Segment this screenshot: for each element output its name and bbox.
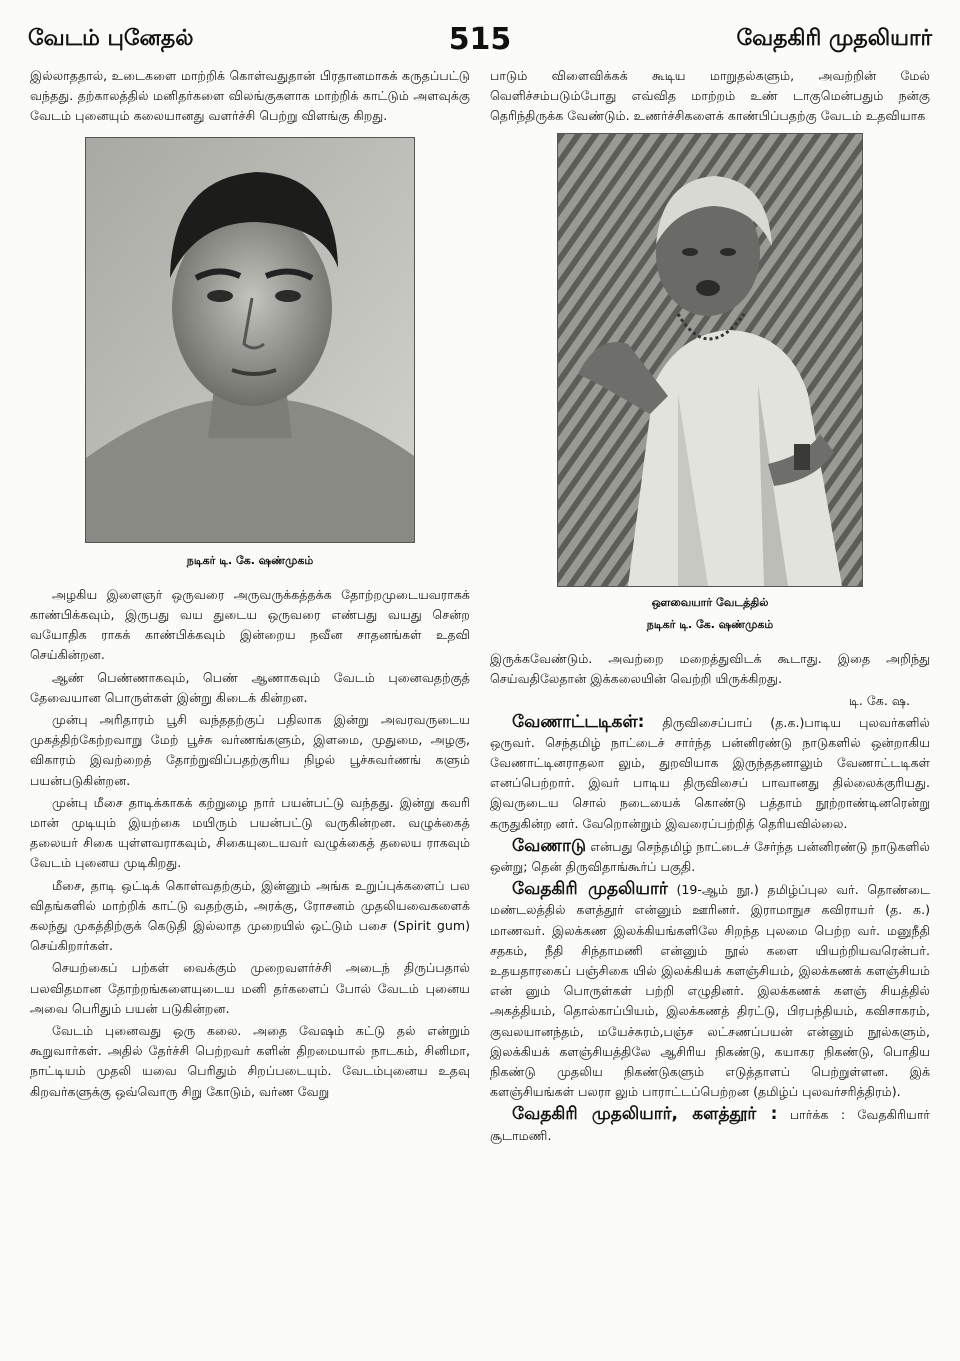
left-intro-paragraph: இல்லாததால், உடைகளை மாற்றிக் கொள்வதுதான் பிரதானமாகக் கருதப்பட்டு வந்தது. தற்காலத்தில் மனிதர்களை விலங்குகளாக மாற்றிக் காட்டும் அளவுக்கு வேடம் புனையும் கலையானது வளர்ச்சி பெற்று விளங்கு கிறது. [30,68,470,124]
paragraph: முன்பு அரிதாரம் பூசி வந்ததற்குப் பதிலாக இன்று அவரவருடைய முகத்திற்கேற்றவாறு மேற் பூச்சு வர்ணங்களும், இளமை, முதுமை, அழகு, விகாரம் இவற்றைத் தோற்றுவிப்பதற்குரிய நிழல் பூச்சுவர்ணங் களும் பயன்படுகின்றன. [30,712,470,788]
running-head-right: வேதகிரி முதலியார் [736,26,932,51]
author-signature: டி. கே. ஷ. [848,693,910,709]
portrait-image [86,138,414,542]
paragraph: அழகிய இளைஞர் ஒருவரை அருவருக்கத்தக்க தோற்றமுடையவராகக் காண்பிக்கவும், இருபது வய துடைய ஒருவரை எண்பது வயது சென்ற வயோதிக ராகக் காண்பிக்கவும் இன்றைய நவீன சாதனங்கள் உதவி செய்கின்றன. [30,586,470,663]
encyclopedia-entry [490,1104,930,1145]
entry-headword: வேணாடு [512,835,587,856]
entry-text: திருவிசைப்பாப் (த.க.)பாடிய புலவர்களில் ஒருவர். செந்தமிழ் நாட்டைச் சார்ந்த பன்னிரண்டு நாடுகளில் ஒன்றாகிய வேணாட்டினராதலா லும், துறவியாக இருந்ததனாலும் வேணாட்டடிகள் எனப்பெற்றார். இவர் பாடிய திருவிசைப் பாவானது தில்லைக்குரியது. இவருடைய சொல் நடையைக் கொண்டு பத்தாம் நூற்றாண்டினரென்று கருதுகின்ற னர். வேறொன்றும் இவரைப்பற்றித் தெரியவில்லை. [490,714,930,831]
running-head-left: வேடம் புனேதல் [28,26,194,51]
entry-headword: வேதகிரி முதலியார் [512,879,668,900]
photo-caption-left: நடிகர் டி. கே. ஷண்முகம் [186,553,314,567]
costume-image [558,134,862,586]
entry-text: (19-ஆம் நூ.) தமிழ்ப்புல வர். தொண்டை மண்டலத்தில் களத்தூர் என்னும் ஊரினர். இராமாநுச கவிராயர் (த. க.) மாணவர். இலக்கண இலக்கியங்களிலே சிறந்த புலமை பெற்ற வர். மனுநீதி சதகம், நீதி சிந்தாமணி என்னும் நூல் களை யியற்றியவரென்பர். உதயதாரகைப் பஞ்சிகை யில் இலக்கியக் களஞ்சியம், இலக்கணக் களஞ்சியம் என் னும் பொருள்கள் பற்றி எழுதினர். இலக்கணக் களஞ் சியத்தில் அகத்தியம், தொல்காப்பியம், இலக்கணத் திரட்டு, பிரபந்தியம், கவிசாகரம், குவலயானந்தம், மயேச்சுரம்,பஞ்ச லட்சணப்பயன் என்னும் நூல்களும், இலக்கியக் களஞ்சியத்திலே ஆசிரிய நிகண்டு, கயாகர நிகண்டு, பொதிய நிகண்டு முதலிய நிகண்டுகளும் எடுத்தாளப் பெற்றுள்ளன. இக் களஞ்சியங்கள் பலரா லும் பாராட்டப்பெற்றன (தமிழ்ப் புலவர்சரித்திரம்). [490,882,930,1100]
continuation-paragraph: இருக்கவேண்டும். அவற்றை மறைத்துவிடக் கூடாது. இதை அறிந்து செய்வதிலேதான் இக்கலையின் வெற்றி யிருக்கிறது. [490,651,930,687]
left-column [30,66,470,1104]
paragraph: ஆண் பெண்ணாகவும், பெண் ஆணாகவும் வேடம் புனைவதற்குத் தேவையான பொருள்கள் இன்று கிடைக் கின்றன. [30,669,470,705]
entry-text: பார்க்க : வேதகிரியார் சூடாமணி. [490,1107,930,1143]
entry-text: என்பது செந்தமிழ் நாட்டைச் சேர்ந்த பன்னிரண்டு நாடுகளில் ஒன்று; தென் திருவிதாங்கூர்ப் பகுதி. [490,838,930,875]
photo-caption-right-2: நடிகர் டி. கே. ஷண்முகம் [646,617,774,631]
paragraph: செயற்கைப் பற்கள் வைக்கும் முறைவளர்ச்சி அடைந் திருப்பதால் பலவிதமான தோற்றங்களையுடைய மனி தர்களைப் போல் வேடம் புனைய அவை பெரிதும் பயன் படுகின்றன. [30,960,470,1016]
encyclopedia-entry [490,712,930,834]
paragraph: முன்பு மீசை தாடிக்காகக் கற்றுழை நார் பயன்பட்டு வந்தது. இன்று கவரி மான் முடியும் இயற்கை மயிரும் பயன்பட்டு வருகின்றன. வழுக்கைத் தலையர் சிகை யுள்ளவராகவும், சிகையுடையவர் வழுக்கைத் தலைய ராகவும் வேடம் புனைய முடிகிறது. [30,794,470,871]
page-number: 515 [448,22,512,57]
actor-portrait-photo [85,137,415,543]
encyclopedia-entry [490,836,930,877]
entry-headword: வேதகிரி முதலியார், களத்தூர் : [512,1104,778,1125]
entry-headword: வேணாட்டடிகள்: [512,711,645,732]
encyclopedia-entry [490,879,930,1102]
right-column [490,66,930,1148]
photo-caption-right-1: ஔவையார் வேடத்தில் [651,595,769,609]
right-intro-paragraph: பாடும் விளைவிக்கக் கூடிய மாறுதல்களும், அவற்றின் மேல் வெளிச்சம்படும்போது எவ்வித மாற்றம் உண் டாகுமென்பதும் நன்கு தெரிந்திருக்க வேண்டும். உணர்ச்சிகளைக் காண்பிப்பதற்கு வேடம் உதவியாக [490,68,930,124]
paragraph: வேடம் புனைவது ஒரு கலை. அதை வேஷம் கட்டு தல் என்றும் கூறுவார்கள். அதில் தேர்ச்சி பெற்றவர் களின் திறமையால் நாடகம், சினிமா, நாட்டியம் முதலி யவை பெரிதும் சிறப்படையும். வேடம்புனைய உதவு கிறவர்களுக்கு ஒவ்வொரு சிறு கோடும், வர்ண வேறு [30,1023,470,1099]
page-header [28,22,932,62]
avvaiyar-costume-photo [557,133,863,587]
paragraph: மீசை, தாடி ஒட்டிக் கொள்வதற்கும், இன்னும் அங்க உறுப்புக்களைப் பல விதங்களில் மாற்றிக் காட்டு வதற்கும், அரக்கு, ரோசனம் முதலியவைகளைக் கலந்து முகத்திற்குக் கெடுதி இல்லாத முறையில் ஒட்டும் பசை (Spirit gum) செய்கிறார்கள். [30,877,470,954]
